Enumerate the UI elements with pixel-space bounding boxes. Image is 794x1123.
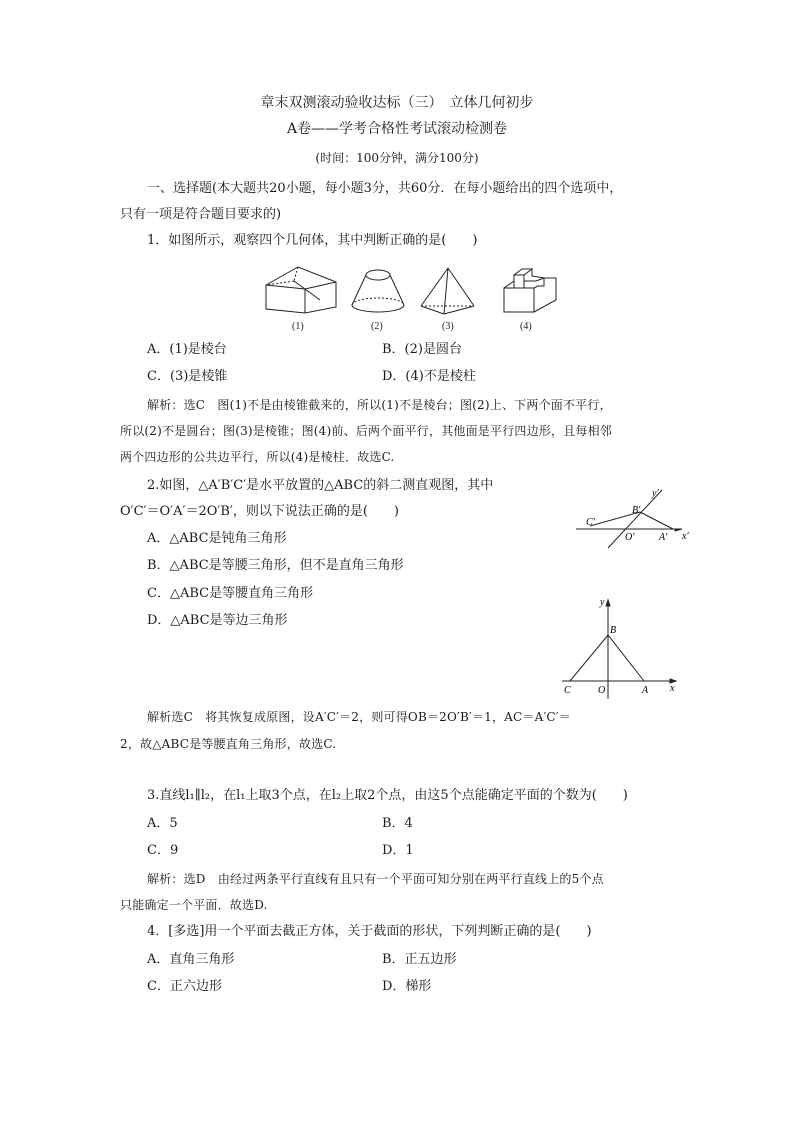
q3-option-a: A．5 [147, 816, 178, 831]
q2-option-b: B．△ABC是等腰三角形，但不是直角三角形 [147, 558, 404, 573]
q2-stem-line2: O′C′＝O′A′＝2O′B′，则以下说法正确的是( ) [120, 504, 399, 519]
original-label-y: y [600, 597, 605, 608]
section-heading-line2: 只有一项是符合题目要求的) [120, 207, 282, 222]
oblique-label-y: y′ [652, 488, 659, 499]
q3-option-d: D．1 [382, 843, 414, 858]
time-info: (时间：100分钟，满分100分) [315, 151, 479, 165]
oblique-label-c: C′ [586, 517, 595, 528]
page-subtitle: A卷——学考合格性考试滚动检测卷 [286, 121, 508, 137]
original-label-o: O [598, 685, 606, 696]
figure-label-2: (2) [371, 321, 383, 332]
q1-option-d: D．(4)不是棱柱 [382, 369, 476, 384]
figure-label-3: (3) [442, 321, 454, 332]
q1-analysis-line1: 解析：选C 图(1)不是由棱锥截来的，所以(1)不是棱台；图(2)上、下两个面不平行， [147, 398, 612, 412]
figure-label-1: (1) [292, 321, 304, 332]
q2-option-d: D．△ABC是等边三角形 [147, 613, 288, 628]
q1-option-a: A．(1)是棱台 [147, 342, 227, 357]
q4-option-d: D．梯形 [382, 979, 432, 994]
solid-3-shape [421, 268, 474, 314]
original-label-x: x [670, 683, 675, 694]
solid-4-shape [504, 269, 556, 312]
q1-figure [258, 262, 568, 337]
q1-option-c: C．(3)是棱锥 [147, 369, 228, 384]
original-label-b: B [610, 625, 617, 636]
q4-stem: 4．[多选]用一个平面去截正方体，关于截面的形状，下列判断正确的是( ) [147, 924, 592, 939]
q2-stem-line1: 2.如图，△A′B′C′是水平放置的△ABC的斜二测直观图，其中 [147, 478, 494, 493]
q2-option-a: A．△ABC是钝角三角形 [147, 531, 287, 546]
q2-original-figure [560, 595, 685, 703]
q1-stem: 1．如图所示，观察四个几何体，其中判断正确的是( ) [147, 233, 478, 248]
q3-stem: 3.直线l₁∥l₂，在l₁上取3个点，在l₂上取2个点，由这5个点能确定平面的个数为( ) [147, 788, 628, 803]
q2-option-c: C．△ABC是等腰直角三角形 [147, 586, 314, 601]
q3-option-b: B．4 [382, 816, 413, 831]
q2-analysis-line1: 解析选C 将其恢复成原图，设A′C′＝2，则可得OB＝2O′B′＝1，AC＝A′C′＝ [147, 710, 571, 724]
q1-analysis-line2: 所以(2)不是圆台；图(3)是棱锥；图(4)前、后两个面平行，其他面是平行四边形，且每相邻 [120, 424, 612, 438]
solid-1-shape [266, 267, 336, 313]
oblique-label-x: x′ [682, 531, 689, 542]
figure-label-4: (4) [520, 321, 532, 332]
q4-option-a: A．直角三角形 [147, 952, 235, 967]
solid-2-shape [352, 270, 404, 312]
page-title: 章末双测滚动验收达标（三） 立体几何初步 [260, 95, 534, 111]
q3-analysis-line1: 解析：选D 由经过两条平行直线有且只有一个平面可知分别在两平行直线上的5个点 [147, 872, 604, 886]
oblique-label-o: O′ [625, 532, 635, 543]
section-heading-line1: 一、选择题(本大题共20小题，每小题3分，共60分．在每小题给出的四个选项中， [147, 181, 623, 196]
q4-option-c: C．正六边形 [147, 979, 222, 994]
oblique-label-a: A′ [659, 532, 668, 543]
q1-analysis-line3: 两个四边形的公共边平行，所以(4)是棱柱．故选C. [120, 450, 395, 464]
q2-oblique-figure [570, 480, 700, 550]
oblique-label-b: B′ [632, 505, 641, 516]
q1-option-b: B．(2)是圆台 [382, 342, 462, 357]
q3-option-c: C．9 [147, 843, 179, 858]
original-label-c: C [564, 685, 571, 696]
q4-option-b: B．正五边形 [382, 952, 457, 967]
q2-analysis-line2: 2，故△ABC是等腰直角三角形，故选C. [120, 737, 337, 751]
q3-analysis-line2: 只能确定一个平面．故选D. [120, 898, 268, 912]
original-label-a: A [642, 685, 649, 696]
